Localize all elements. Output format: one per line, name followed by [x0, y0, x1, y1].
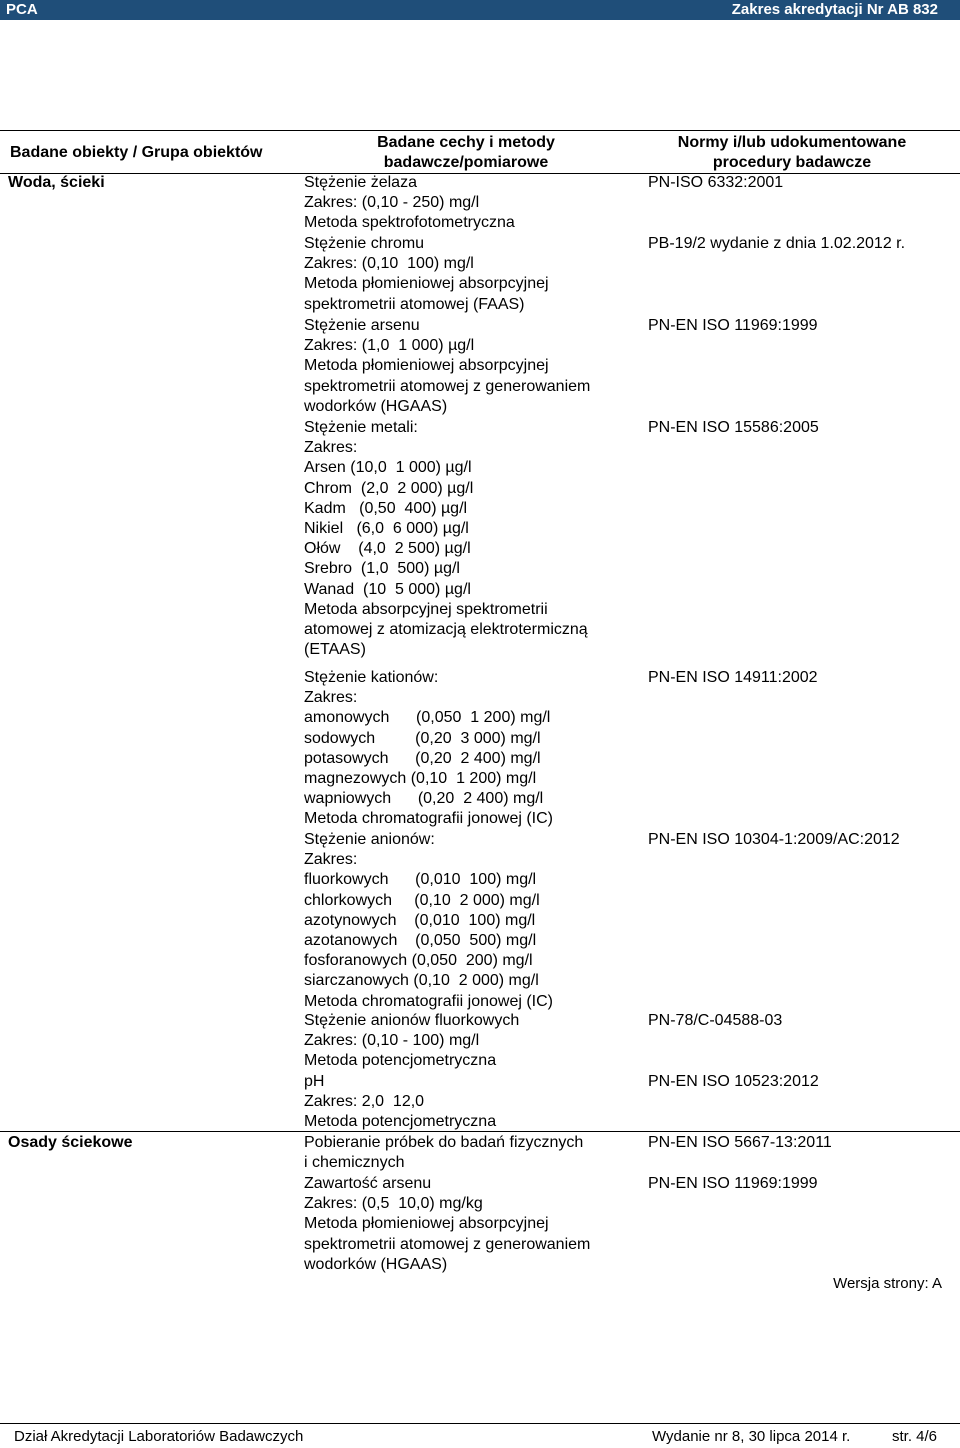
method-iron: Stężenie żelaza Zakres: (0,10 - 250) mg/l Metoda spektrofotometryczna [304, 174, 515, 232]
method-anions: Stężenie anionów: Zakres: fluorkowych (0,010 100) mg/l chlorkowych (0,10 2 000) mg/l azotynowych (0,010 100) mg/l azotanowych (0,050 500) mg/l fosforanowych (0,050 200) mg/l siarczanowych (0,10 2 000) mg/l Metoda chromatografii jonowej (IC) [304, 831, 553, 1010]
method-sampling: Pobieranie próbek do badań fizycznych i chemicznych [304, 1134, 584, 1172]
page-version: Wersja strony: A [833, 1275, 942, 1292]
method-ph: pH Zakres: 2,0 12,0 Metoda potencjometryczna [304, 1073, 497, 1131]
norm-fluoride: PN-78/C-04588-03 [648, 1012, 783, 1029]
footer-edition: Wydanie nr 8, 30 lipca 2014 r. [652, 1428, 851, 1445]
method-sludge-arsenic: Zawartość arsenu Zakres: (0,5 10,0) mg/kg Metoda płomieniowej absorpcyjnej spektrometrii atomowej z generowaniem wodorków (HGAAS) [304, 1175, 591, 1273]
object-water-sewage: Woda, ścieki [8, 174, 105, 191]
header-methods: Badane cechy i metody badawcze/pomiarowe [377, 134, 555, 171]
page-footer [0, 1423, 960, 1448]
norm-sampling: PN-EN ISO 5667-13:2011 [648, 1134, 832, 1151]
footer-department: Dział Akredytacji Laboratoriów Badawczych [14, 1428, 304, 1445]
method-arsenic: Stężenie arsenu Zakres: (1,0 1 000) µg/l Metoda płomieniowej absorpcyjnej spektrometrii atomowej z generowaniem wodorków (HGAAS) [304, 317, 591, 415]
norm-anions: PN-EN ISO 10304-1:2009/AC:2012 [648, 831, 900, 848]
header-objects: Badane obiekty / Grupa obiektów [10, 144, 263, 161]
norm-cations: PN-EN ISO 14911:2002 [648, 669, 818, 686]
table-header-row [0, 131, 960, 174]
accreditation-scope-title: Zakres akredytacji Nr AB 832 [731, 1, 938, 18]
norm-chromium: PB-19/2 wydanie z dnia 1.02.2012 r. [648, 235, 906, 252]
norm-sludge-arsenic: PN-EN ISO 11969:1999 [648, 1175, 818, 1192]
organization-label: PCA [6, 1, 38, 18]
method-fluoride: Stężenie anionów fluorkowych Zakres: (0,10 - 100) mg/l Metoda potencjometryczna [304, 1012, 520, 1070]
row-separator [0, 1131, 960, 1132]
method-metals: Stężenie metali: Zakres: Arsen (10,0 1 000) µg/l Chrom (2,0 2 000) µg/l Kadm (0,50 400) µg/l Nikiel (6,0 6 000) µg/l Ołów (4,0 2 500) µg/l Srebro (1,0 500) µg/l Wanad (10 5 000) µg/l Metoda absorpcyjnej spektrometrii atomowej z atomizacją elektrotermiczną (ETAAS) [304, 419, 588, 659]
norm-arsenic: PN-EN ISO 11969:1999 [648, 317, 818, 334]
accreditation-table [0, 130, 960, 174]
method-chromium: Stężenie chromu Zakres: (0,10 100) mg/l Metoda płomieniowej absorpcyjnej spektrometrii atomowej (FAAS) [304, 235, 549, 313]
norm-iron: PN-ISO 6332:2001 [648, 174, 784, 191]
norm-metals: PN-EN ISO 15586:2005 [648, 419, 819, 436]
norm-ph: PN-EN ISO 10523:2012 [648, 1073, 819, 1090]
footer-page-number: str. 4/6 [892, 1428, 938, 1445]
document-header-bar [0, 0, 960, 20]
object-sewage-sludge: Osady ściekowe [8, 1134, 133, 1151]
header-norms: Normy i/lub udokumentowane procedury badawcze [677, 134, 907, 171]
method-cations: Stężenie kationów: Zakres: amonowych (0,050 1 200) mg/l sodowych (0,20 3 000) mg/l potasowych (0,20 2 400) mg/l magnezowych (0,10 1 200) mg/l wapniowych (0,20 2 400) mg/l Metoda chromatografii jonowej (IC) [304, 669, 553, 828]
